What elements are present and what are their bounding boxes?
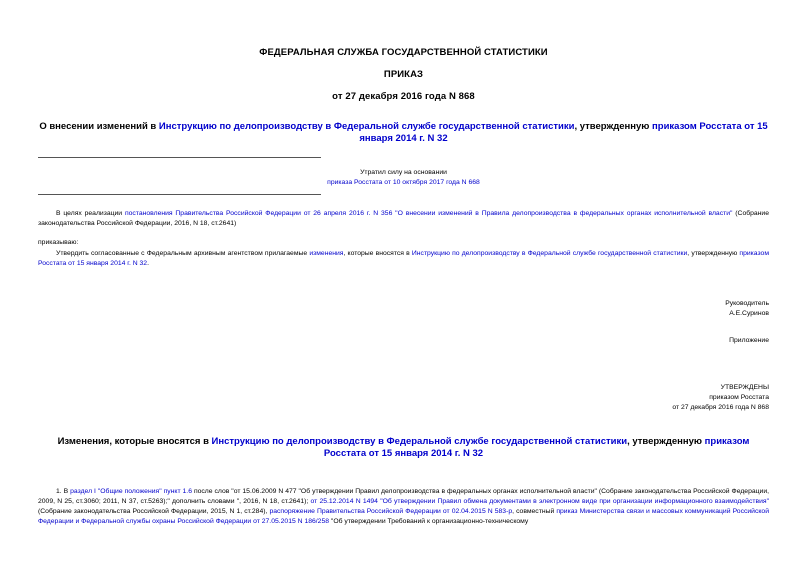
item-1 (38, 487, 769, 527)
order-date: от 27 декабря 2016 года N 868 (332, 91, 475, 102)
para1-suffix: (Собрание законодательства Российской Федерации, 2016, N 18, ст.2641) (38, 210, 770, 227)
order-word: приказываю: (38, 239, 79, 246)
signature-name: А.Е.Суринов (729, 310, 769, 317)
title-order-link[interactable]: приказом Росстата от 15 января 2014 г. N 32 (359, 121, 768, 144)
para2-order-link[interactable]: приказом Росстата от 15 января 2014 г. N 32 (38, 250, 769, 267)
divider-top (38, 157, 321, 158)
changes-title (38, 436, 769, 460)
para1-prefix: В целях реализации (56, 210, 125, 217)
para2-instruction-link[interactable]: Инструкцию по делопроизводству в Федеральной службе государственной статистики (411, 250, 688, 257)
para2-prefix: Утвердить согласованные с Федеральным архивным агентством прилагаемые (56, 250, 310, 257)
item1-directive-link[interactable]: распоряжение Правительства Российской Федерации от 02.04.2015 N 583-р (269, 508, 513, 515)
signature-role: Руководитель (725, 300, 769, 307)
doc-type: ПРИКАЗ (383, 69, 424, 80)
appendix-label: Приложение (729, 337, 769, 344)
item1-t2: после слов "от 15.06.2009 N 477 "Об утверждении Правил делопроизводства в федеральных органах исполнительной власти" (Собрание законодательства Российской Федерации, 2009, N 25, ст.3060; 2011, N 37, ст.5263);" дополнить словами ", 2016, N 18, ст.2641); (38, 488, 770, 505)
title-text-2: , утвержденную (574, 121, 653, 132)
para2-changes-link[interactable]: изменения (309, 250, 344, 257)
approval-date: от 27 декабря 2016 года N 868 (672, 404, 769, 411)
item1-rules-link[interactable]: от 25.12.2014 N 1494 "Об утверждении Правил обмена документами в электронном виде при организации информационного взаимодействия" (310, 498, 769, 505)
para2-mid: , которые вносятся в (343, 250, 412, 257)
item1-t4: , совместный (512, 508, 557, 515)
item1-num: 1. В (56, 488, 71, 495)
signature-block (469, 299, 769, 319)
divider-bottom (38, 194, 321, 195)
status-note (238, 168, 569, 188)
status-link[interactable]: приказа Росстата от 10 октября 2017 года N 668 (327, 179, 480, 186)
changes-order-link[interactable]: приказом Росстата от 15 января 2014 г. N 32 (323, 436, 750, 459)
paragraph-2 (38, 249, 769, 269)
item1-t5: "Об утверждении Требований к организационно-техническому (329, 518, 529, 525)
para2-mid2: , утвержденную (687, 250, 740, 257)
approval-word: УТВЕРЖДЕНЫ (720, 384, 769, 391)
agency-name: ФЕДЕРАЛЬНАЯ СЛУЖБА ГОСУДАРСТВЕННОЙ СТАТИСТИКИ (259, 47, 548, 58)
item1-joint-order-link[interactable]: приказ Министерства связи и массовых коммуникаций Российской Федерации и Федеральной службы охраны Российской Федерации от 27.05.2015 N 186/258 (38, 508, 770, 525)
paragraph-1 (38, 209, 769, 229)
title-instruction-link[interactable]: Инструкцию по делопроизводству в Федеральной службе государственной статистики (158, 121, 575, 132)
changes-text-2: , утвержденную (627, 436, 705, 447)
title-text-1: О внесении изменений в (39, 121, 159, 132)
item1-clause-link[interactable]: пункт 1.6 (163, 488, 192, 495)
para1-resolution-link[interactable]: постановления Правительства Российской Федерации от 26 апреля 2016 г. N 356 "О внесении изменений в Правила делопроизводства в федеральных органах исполнительной власти" (124, 210, 733, 217)
changes-text-1: Изменения, которые вносятся в (57, 436, 212, 447)
item1-t3: (Собрание законодательства Российской Федерации, 2015, N 1, ст.284), (38, 508, 270, 515)
para2-suffix: . (147, 260, 149, 267)
approval-block (469, 383, 769, 413)
changes-instruction-link[interactable]: Инструкцию по делопроизводству в Федеральной службе государственной статистики (211, 436, 628, 447)
approval-by: приказом Росстата (709, 394, 769, 401)
item1-section-link[interactable]: раздел I "Общие положения" (70, 488, 162, 495)
status-line: Утратил силу на основании (360, 169, 447, 176)
order-title (38, 121, 769, 145)
